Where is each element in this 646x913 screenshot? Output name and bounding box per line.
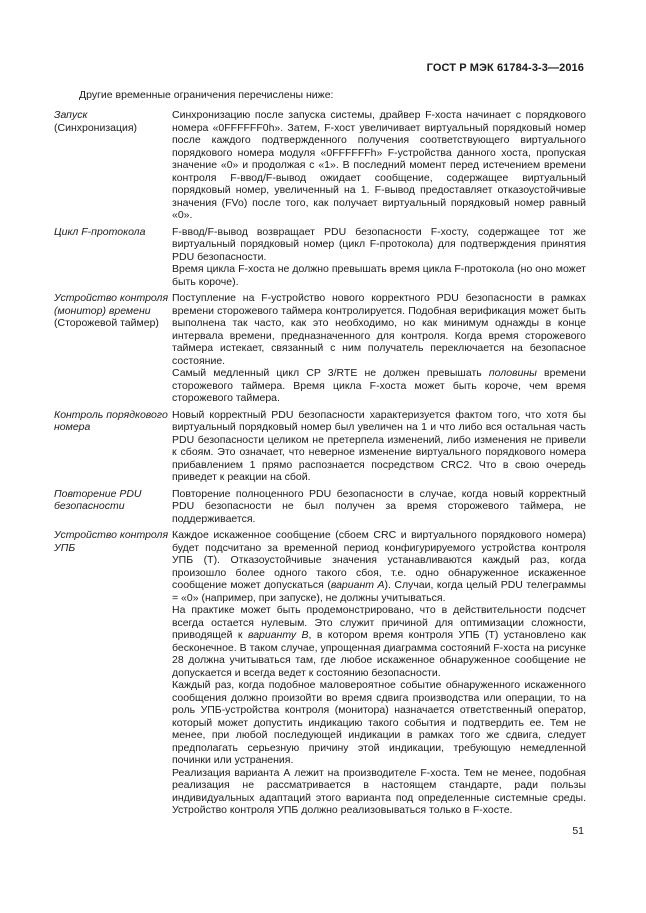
description-paragraph: Время цикла F-хоста не должно превышать время цикла F-протокола (но оно может быть короче). [172,263,586,288]
term-italic: Цикл F-протокола [54,225,146,238]
term-italic: Контроль порядкового номера [54,408,168,433]
description-paragraph: Каждый раз, когда подобное маловероятное событие обнаруженного искаженного сообщения должно произойти во время сдвига производства или операции, то на роль УПБ-устройства контроля (монитора) назначается ответственный оператор, который может допустить индикацию такого события и подтвердить ее. Тем не менее, при любой последующей индикации в рамках того же сдвига, следует предполагать серьезную причину этой индикации, требующую немедленной починки или устранения. [172,679,586,766]
term-italic: Устройство контроля УПБ [54,529,169,554]
description-paragraph: F-ввод/F-вывод возвращает PDU безопасности F-хосту, содержащее тот же виртуальный порядковый номер (цикл F-протокола) для подтверждения принятия PDU безопасности. [172,225,586,263]
term-plain: (Синхронизация) [54,121,138,134]
italic-run: вариант А [330,579,385,591]
term [54,529,172,817]
page-number: 51 [572,825,584,837]
definitions-list [54,109,586,821]
standard-header: ГОСТ Р МЭК 61784-3-3—2016 [426,62,584,74]
definition-sequence-check [54,409,586,484]
definition-startup [54,109,586,222]
description [172,409,586,484]
definition-pdu-repeat [54,488,586,526]
text-run: , в котором время контроля УПБ (T) установлено как бесконечное. В таком случае, упрощенная диаграмма состояний F-хоста на рисунке 28 должна учитываться там, где любое искаженное обнаруженное сообщение не допускается и всегда ведет к состоянию безопасности. [172,629,586,679]
text-run: На практике может быть продемонстрировано, что в действительности подсчет всегда остается нулевым. Это служит причиной для оптимизации сложности, приводящей к [172,604,586,641]
italic-run: варианту В [247,629,309,641]
description-paragraph: Реализация варианта А лежит на производителе F-хоста. Тем не менее, подобная реализация не рассматривается в настоящем стандарте, ради пользы индивидуальных адаптаций этого варианта под определенные системные среды. Устройство контроля УПБ должно реализовываться только в F-хосте. [172,766,586,816]
description-paragraph: Поступление на F-устройство нового корректного PDU безопасности в рамках времени сторожевого таймера контролируется. Подобная верификация может быть выполнена так часто, как это необходимо, но как минимум однажды в конце интервала времени, предназначенного для контроля. Когда время сторожевого таймера истекает, связанный с ним получатель переключается на безопасное состояние. [172,292,586,367]
term [54,226,172,289]
description-paragraph [172,529,586,604]
definition-f-protocol-cycle [54,226,586,289]
term-italic: Запуск [54,109,88,121]
description [172,226,586,289]
description [172,529,586,817]
term-italic: Повторение PDU безопасности [54,487,142,512]
term-plain: (Сторожевой таймер) [54,317,159,329]
definition-watchdog [54,292,586,405]
description [172,109,586,222]
intro-line: Другие временные ограничения перечислены ниже: [79,89,334,101]
term [54,292,172,405]
description-paragraph: Синхронизацию после запуска системы, драйвер F-хоста начинает с порядкового номера «0FFFFFF0h». Затем, F-хост увеличивает виртуальный порядковый номер после каждого подтвержденного получения соответствующего виртуального порядкового номера модуля «0FFFFFFh» F-устройства данного хоста, пропуская значение «0» и продолжая с «1». В последний момент перед истечением времени контроля F-ввод/F-вывод ожидает сообщение, содержащее виртуальный порядковый номер, увеличенный на 1. F-вывод предоставляет отказоустойчивые значения (FVo) после того, как получает виртуальный порядковый номер равный «0». [172,109,586,221]
description [172,292,586,405]
text-run: Каждое искаженное сообщение (сбоем CRC и виртуального порядкового номера) будет подсчитано за временной период конфигурируемого устройства контроля УПБ (T). Отказоустойчивые значения устанавливаются каждый раз, когда произошло более одного такого сбоя, т.е. одно обнаруженное искаженное сообщение может допускаться ( [172,529,586,591]
italic-run: половины [488,367,537,379]
text-run: времени сторожевого таймера. Время цикла F-хоста может быть короче, чем время сторожевого таймера. [172,367,586,404]
term-italic: Устройство контроля (монитор) времени [54,292,169,317]
text-run: ). Случаи, когда целый PDU телеграммы = «0» (например, при запуске), не должны учитываться. [172,579,586,604]
term [54,109,172,222]
description-paragraph: Новый корректный PDU безопасности характеризуется фактом того, что хотя бы виртуальный порядковый номер был увеличен на 1 и что либо вся остальная часть PDU безопасности целиком не претерпела изменений, либо изменения не привели к сбоям. Это означает, что неверное изменение виртуального порядкового номера прибавлением 1 прямо распознается посредством CRC2. Что в свою очередь приведет к реакции на сбой. [172,408,586,483]
definition-upb-monitor [54,529,586,817]
description-paragraph: Повторение полноценного PDU безопасности в случае, когда новый корректный PDU безопасности не был получен за время сторожевого таймера, не поддерживается. [172,487,586,525]
term [54,488,172,526]
description-paragraph [172,367,586,405]
description [172,488,586,526]
term [54,409,172,484]
description-paragraph [172,604,586,679]
text-run: Самый медленный цикл CP 3/RTE не должен превышать [172,367,489,379]
